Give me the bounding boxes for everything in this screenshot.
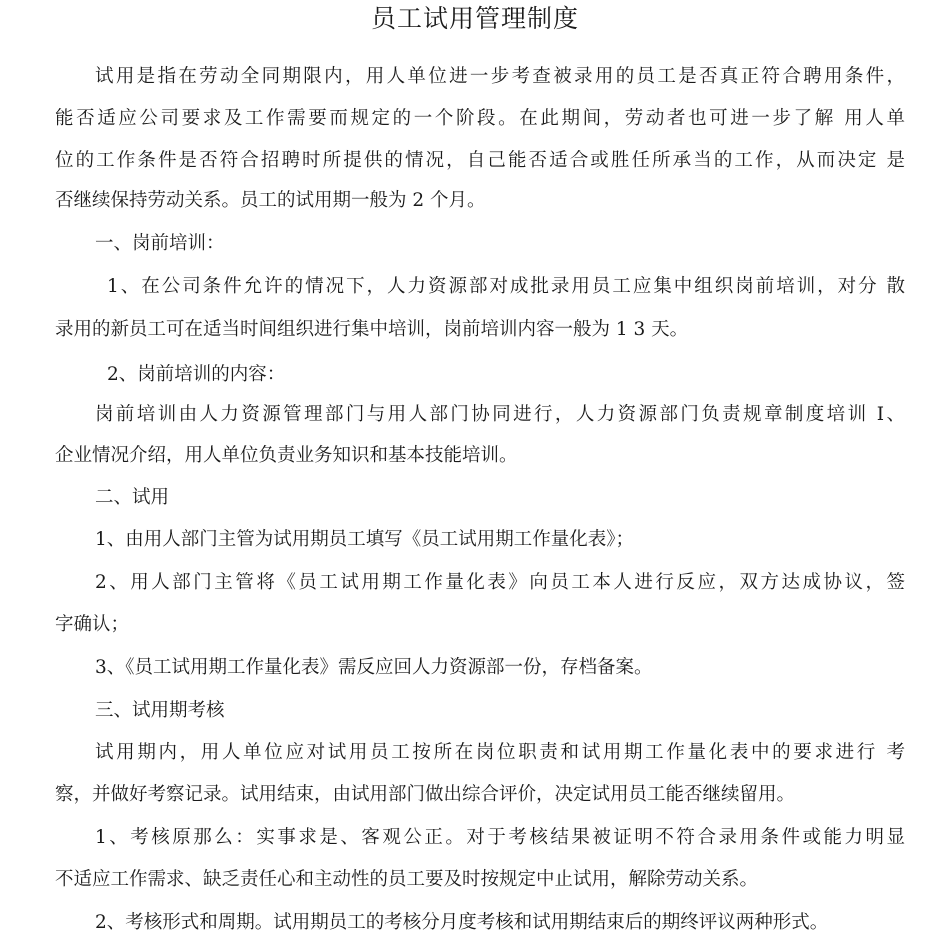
document-title: 员工试用管理制度 <box>370 4 579 33</box>
paragraph-line: 能否适应公司要求及工作需要而规定的一个阶段。在此期间，劳动者也可进一步了解 用人单 <box>55 108 905 129</box>
section-heading: 三、试用期考核 <box>95 700 225 721</box>
paragraph-line: 录用的新员工可在适当时间组织进行集中培训，岗前培训内容一般为 1 3 天。 <box>55 319 689 340</box>
paragraph-line: 不适应工作需求、缺乏责任心和主动性的员工要及时按规定中止试用，解除劳动关系。 <box>55 869 759 890</box>
paragraph-line: 岗前培训由人力资源管理部门与用人部门协同进行，人力资源部门负责规章制度培训 I、 <box>95 404 905 425</box>
section-heading: 一、岗前培训： <box>95 233 225 254</box>
paragraph-line: 3、《员工试用期工作量化表》需反应回人力资源部一份，存档备案。 <box>95 657 653 678</box>
paragraph-line: 1、由用人部门主管为试用期员工填写《员工试用期工作量化表》； <box>95 529 635 550</box>
paragraph-line: 企业情况介绍，用人单位负责业务知识和基本技能培训。 <box>55 445 518 466</box>
paragraph-line: 试用是指在劳动全同期限内，用人单位进一步考查被录用的员工是否真正符合聘用条件， <box>95 66 905 87</box>
paragraph-line: 1、在公司条件允许的情况下，人力资源部对成批录用员工应集中组织岗前培训，对分 散 <box>107 276 905 297</box>
paragraph-line: 试用期内，用人单位应对试用员工按所在岗位职责和试用期工作量化表中的要求进行 考 <box>95 742 905 763</box>
paragraph-line: 2、考核形式和周期。试用期员工的考核分月度考核和试用期结束后的期终评议两种形式。 <box>95 912 829 933</box>
paragraph-line: 2、用人部门主管将《员工试用期工作量化表》向员工本人进行反应，双方达成协议，签 <box>95 572 905 593</box>
paragraph-line: 否继续保持劳动关系。员工的试用期一般为 2 个月。 <box>55 190 486 211</box>
paragraph-line: 察，并做好考察记录。试用结束，由试用部门做出综合评价，决定试用员工能否继续留用。 <box>55 784 796 805</box>
paragraph-line: 字确认； <box>55 614 130 635</box>
paragraph-line: 位的工作条件是否符合招聘时所提供的情况，自己能否适合或胜任所承当的工作，从而决定 是 <box>55 150 905 171</box>
section-heading: 二、试用 <box>95 487 170 508</box>
paragraph-line: 1、考核原那么：实事求是、客观公正。对于考核结果被证明不符合录用条件或能力明显 <box>95 827 905 848</box>
subsection-heading: 2、岗前培训的内容： <box>107 364 286 385</box>
